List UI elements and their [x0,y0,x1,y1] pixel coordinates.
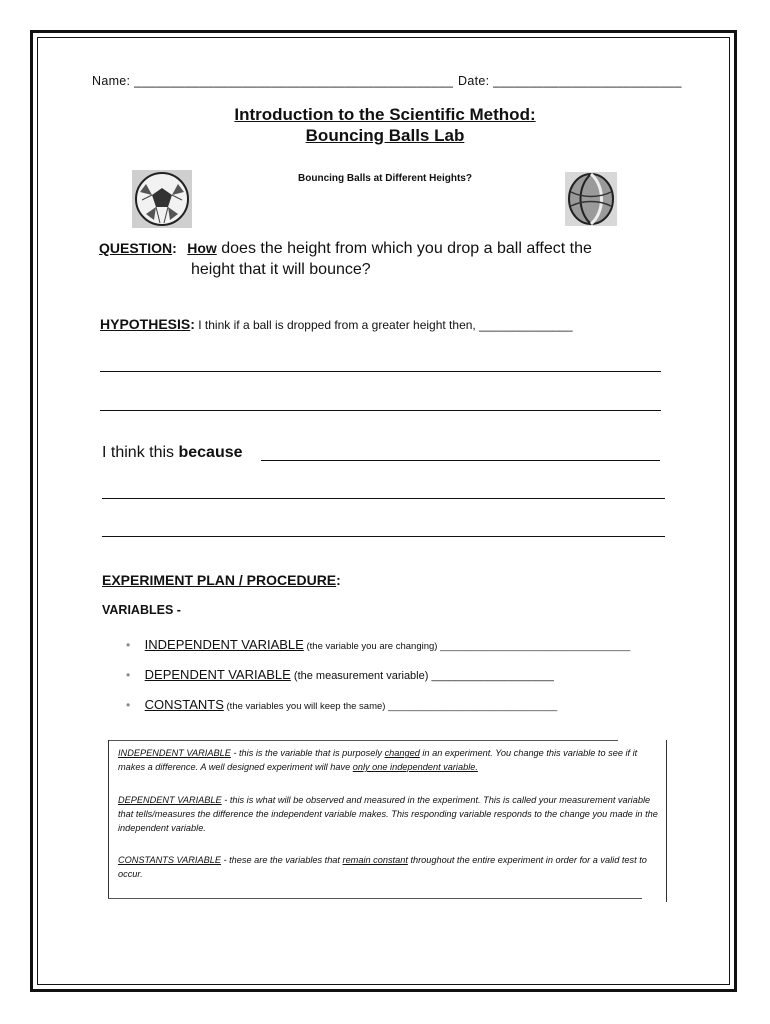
variables-label: VARIABLES - [102,603,181,617]
question-how: How [187,240,217,256]
definitions-left-rule [108,740,109,898]
hypothesis-text: I think if a ball is dropped from a greater height then, ______________ [194,318,573,332]
list-item[interactable]: • INDEPENDENT VARIABLE (the variable you are changing) ____________________________________ [126,637,631,652]
list-item[interactable]: • CONSTANTS (the variables you will keep the same) ________________________________ [126,697,558,712]
question-text-line1: does the height from which you drop a ball affect the [216,240,592,257]
procedure-heading: EXPERIMENT PLAN / PROCEDURE: [102,572,341,588]
name-field[interactable] [92,74,453,88]
soccer-ball-icon [132,170,192,228]
question-label: QUESTION [99,240,173,256]
constants-label: CONSTANTS [144,697,224,712]
hypothesis-answer-line-2[interactable] [100,410,661,411]
definitions-box [108,740,668,900]
date-field[interactable] [458,74,682,88]
definitions-top-rule [108,740,618,741]
independent-variable-label: INDEPENDENT VARIABLE [144,637,304,652]
definitions-bottom-rule [108,898,642,899]
because-answer-line-3[interactable] [102,536,665,537]
page-title: Introduction to the Scientific Method: [234,105,536,124]
page-title-line2: Bouncing Balls Lab [305,126,465,145]
date-blank[interactable]: __________________________ [493,74,682,88]
dependent-variable-label: DEPENDENT VARIABLE [144,667,291,682]
because-answer-line-1[interactable] [261,460,660,461]
list-item[interactable]: • DEPENDENT VARIABLE (the measurement variable) ____________________ [126,667,554,682]
dependent-variable-hint: (the measurement variable) ____________________ [290,670,554,682]
independent-variable-hint: (the variable you are changing) ____________________________________ [303,641,631,652]
subtitle: Bouncing Balls at Different Heights? [298,173,472,184]
definitions-right-rule [666,740,667,902]
name-blank[interactable]: ____________________________________________ [134,74,454,88]
hypothesis-block[interactable]: HYPOTHESIS: I think if a ball is dropped from a greater height then, ______________ [100,316,573,332]
basketball-icon [565,172,617,226]
question-text-line2: height that it will bounce? [191,261,371,278]
question-block: QUESTION: How does the height from which you drop a ball affect the [99,240,592,257]
independent-variable-definition: INDEPENDENT VARIABLE - this is the variable that is purposely changed in an experiment. You change this variable to see if it makes a difference. A well designed experiment will have only one independent variable. [118,748,638,772]
constants-hint: (the variables you will keep the same) ________________________________ [223,701,558,712]
hypothesis-label: HYPOTHESIS [100,316,191,332]
name-label: Name: [92,74,131,88]
because-answer-line-2[interactable] [102,498,665,499]
date-label: Date: [458,74,490,88]
because-label: I think this because [102,444,243,461]
constants-variable-definition: CONSTANTS VARIABLE - these are the variables that remain constant throughout the entire experiment in order for a valid test to occur. [118,855,647,879]
dependent-variable-definition: DEPENDENT VARIABLE - this is what will be observed and measured in the experiment. This is called your measurement variable that tells/measures the difference the independent variable makes. This responding variable responds to the change you made in the independent variable. [118,795,658,833]
hypothesis-answer-line-1[interactable] [100,371,661,372]
